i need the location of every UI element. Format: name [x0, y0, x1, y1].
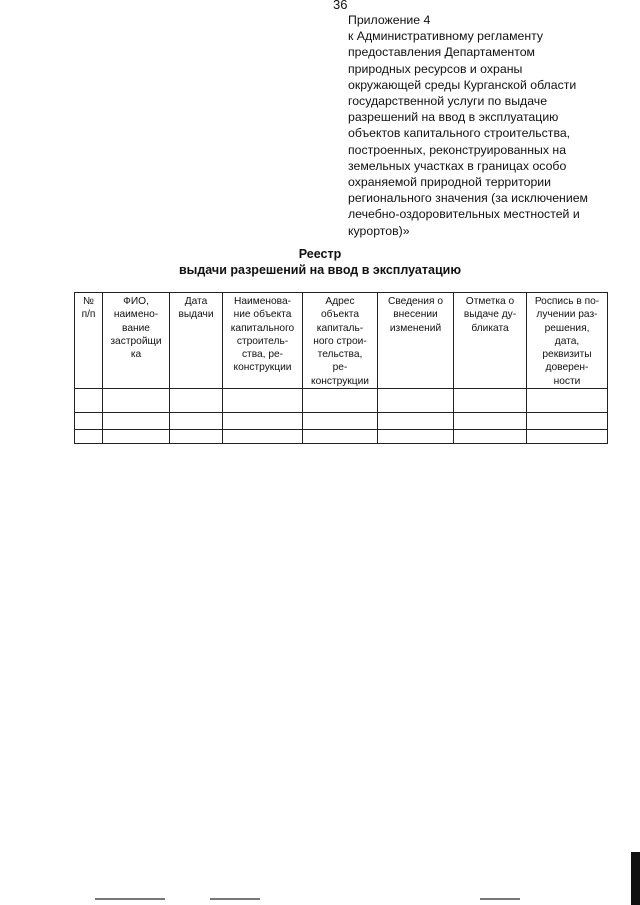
- column-header: Дата выдачи: [170, 293, 223, 389]
- registry-subtitle: выдачи разрешений на ввод в эксплуатацию: [179, 263, 461, 277]
- table-cell: [103, 413, 170, 430]
- column-header: Наименова- ние объекта капитального строитель- ства, ре- конструкции: [223, 293, 303, 389]
- table-cell: [223, 389, 303, 413]
- appendix-line: курортов)»: [348, 223, 410, 238]
- appendix-line: регионального значения (за исключением: [348, 191, 589, 206]
- table-cell: [170, 430, 223, 444]
- appendix-line: к Административному регламенту: [348, 29, 544, 44]
- appendix-line: природных ресурсов и охраны: [348, 61, 523, 76]
- table-cell: [527, 413, 608, 430]
- table-cell: [454, 430, 527, 444]
- table-row: [75, 430, 608, 444]
- table-row: [75, 389, 608, 413]
- scan-edge-mark: [631, 852, 640, 905]
- column-header: Адрес объекта капиталь- ного строи- тельства, ре- конструкции: [303, 293, 378, 389]
- table-cell: [75, 413, 103, 430]
- registry-table: [74, 292, 608, 444]
- page-number: 36: [333, 0, 348, 12]
- appendix-line: построенных, реконструированных на: [348, 142, 567, 157]
- table-cell: [303, 389, 378, 413]
- column-header: Отметка о выдаче ду- бликата: [454, 293, 527, 389]
- scan-artifact: [480, 898, 520, 900]
- table-cell: [378, 389, 454, 413]
- table-cell: [527, 430, 608, 444]
- column-header: Роспись в по- лучении раз- решения, дата, реквизиты доверен- ности: [527, 293, 608, 389]
- appendix-line: земельных участках в границах особо: [348, 158, 567, 173]
- table-cell: [454, 413, 527, 430]
- appendix-heading: [348, 12, 628, 239]
- table-cell: [223, 413, 303, 430]
- table-cell: [103, 430, 170, 444]
- registry-title: Реестр: [298, 247, 342, 261]
- table-cell: [378, 413, 454, 430]
- table-cell: [223, 430, 303, 444]
- table-cell: [527, 389, 608, 413]
- table-cell: [303, 430, 378, 444]
- column-header: № п/п: [75, 293, 103, 389]
- appendix-line: предоставления Департаментом: [348, 45, 535, 60]
- appendix-line: государственной услуги по выдаче: [348, 94, 548, 109]
- table-row: [75, 413, 608, 430]
- table-cell: [170, 389, 223, 413]
- appendix-line: объектов капитального строительства,: [348, 126, 571, 141]
- table-cell: [170, 413, 223, 430]
- table-cell: [103, 389, 170, 413]
- table-cell: [75, 389, 103, 413]
- appendix-line: разрешений на ввод в эксплуатацию: [348, 110, 559, 125]
- appendix-line: окружающей среды Курганской области: [348, 77, 577, 92]
- table-cell: [303, 413, 378, 430]
- appendix-line: лечебно-оздоровительных местностей и: [348, 207, 580, 222]
- scan-artifact: [95, 898, 165, 900]
- table-header-row: [75, 293, 608, 389]
- table-cell: [378, 430, 454, 444]
- appendix-line: Приложение 4: [348, 13, 431, 27]
- scan-artifact: [210, 898, 260, 900]
- column-header: ФИО, наимено- вание застройщи ка: [103, 293, 170, 389]
- table-cell: [75, 430, 103, 444]
- appendix-line: охраняемой природной территории: [348, 175, 552, 190]
- table-cell: [454, 389, 527, 413]
- column-header: Сведения о внесении изменений: [378, 293, 454, 389]
